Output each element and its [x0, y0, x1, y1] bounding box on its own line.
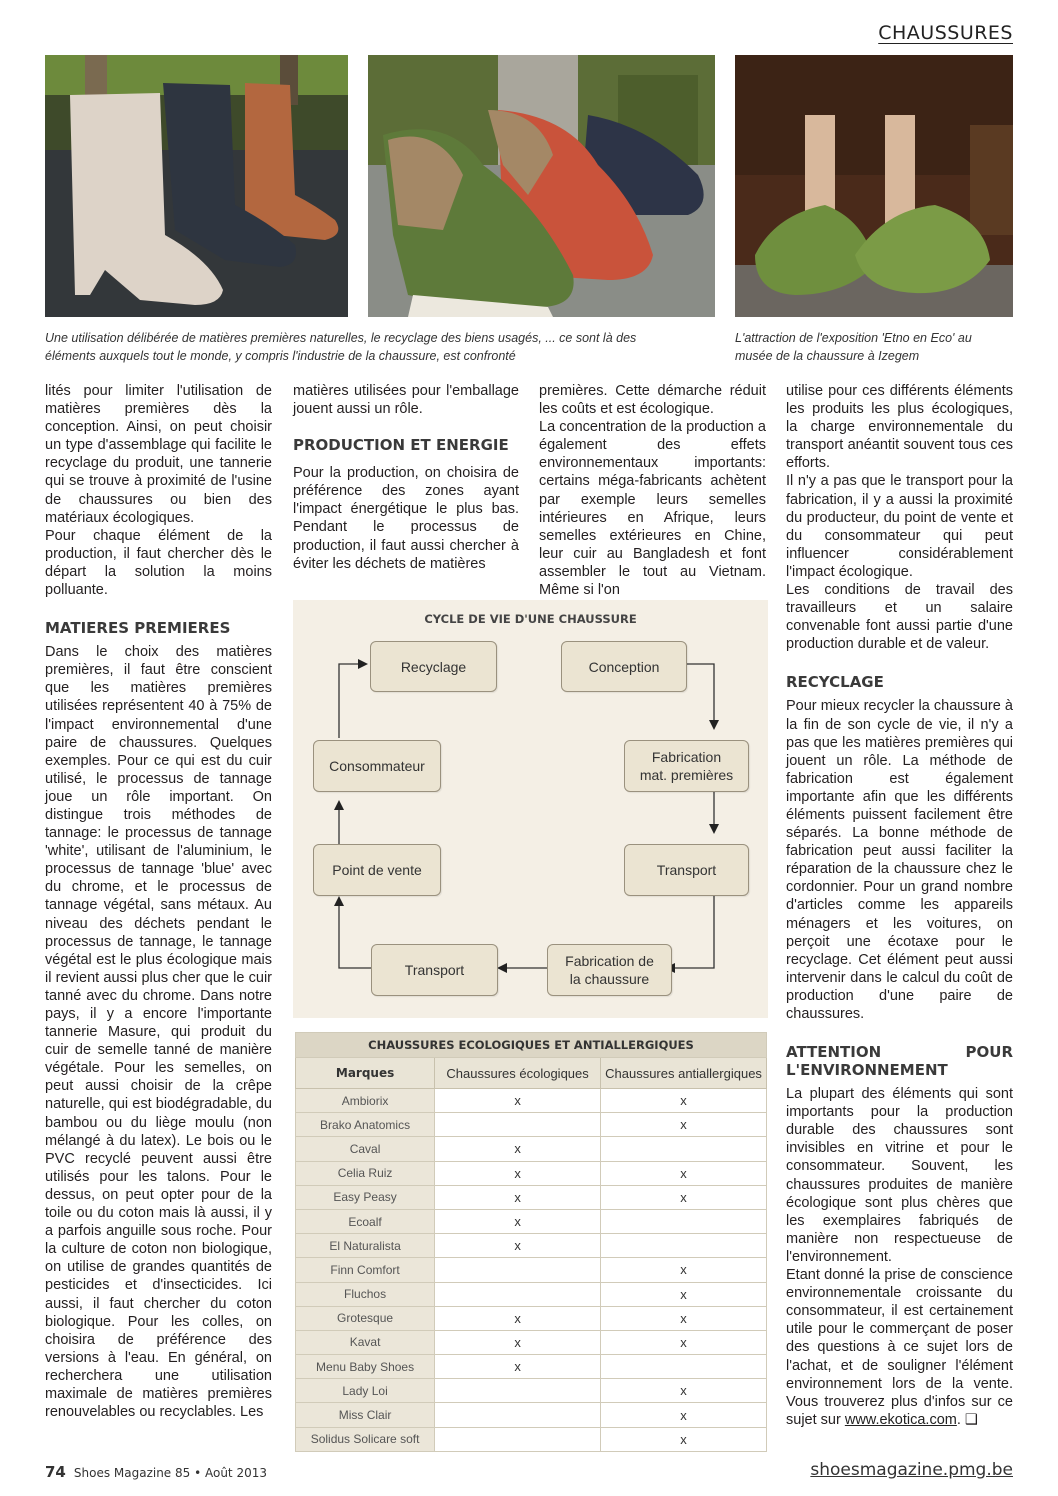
- ecological-mark-cell: [435, 1427, 601, 1451]
- section-tag: CHAUSSURES: [878, 22, 1013, 44]
- life-cycle-diagram: [293, 600, 768, 1018]
- brand-name-cell: Solidus Solicare soft: [296, 1427, 435, 1451]
- table-row: [296, 1306, 767, 1330]
- paragraph: La concentration de la production a également des effets environnementaux importants: certains méga-fabricants achètent par exemple leurs semelles intérieures en Afrique, leurs semelles extérieures en Chine, leur cuir au Bangladesh et font assembler le tout au Vietnam. Même si l'on: [539, 419, 766, 599]
- table-row: [296, 1330, 767, 1354]
- table-row: [296, 1209, 767, 1233]
- table-row: [296, 1355, 767, 1379]
- column-header-marques: Marques: [296, 1058, 435, 1089]
- paragraph: premières. Cette démarche réduit les coûts et est écologique.: [539, 383, 766, 418]
- brand-name-cell: Fluchos: [296, 1282, 435, 1306]
- antiallergic-mark-cell: x: [601, 1282, 767, 1306]
- node-recyclage: Recyclage: [370, 641, 497, 692]
- column-header-ecologiques: Chaussures écologiques: [435, 1058, 601, 1089]
- brand-name-cell: Miss Clair: [296, 1403, 435, 1427]
- sneakers-photo: [368, 55, 715, 317]
- ecological-mark-cell: x: [435, 1355, 601, 1379]
- antiallergic-mark-cell: x: [601, 1330, 767, 1354]
- ecological-mark-cell: x: [435, 1161, 601, 1185]
- node-transport-left: Transport: [371, 944, 498, 996]
- antiallergic-mark-cell: [601, 1355, 767, 1379]
- page-number: 74: [45, 1463, 66, 1481]
- table-row: [296, 1161, 767, 1185]
- footer-left: [45, 1463, 267, 1481]
- ecological-mark-cell: x: [435, 1330, 601, 1354]
- boots-photo: [45, 55, 348, 317]
- node-transport-right: Transport: [624, 844, 749, 896]
- ecological-mark-cell: x: [435, 1209, 601, 1233]
- ecological-mark-cell: [435, 1403, 601, 1427]
- paragraph: Il n'y a pas que le transport pour la fabrication, il y a aussi la proximité du producteur, du point de vente et du consommateur qui peut influencer considérablement l'impact écologique.: [786, 473, 1013, 580]
- antiallergic-mark-cell: [601, 1209, 767, 1233]
- node-fabrication-mat-premieres: Fabrication mat. premières: [624, 740, 749, 792]
- magazine-issue: Shoes Magazine 85 • Août 2013: [73, 1466, 267, 1480]
- photo-caption-right: L'attraction de l'exposition 'Etno en Eco' au musée de la chaussure à Izegem: [735, 331, 972, 363]
- footer-site-link[interactable]: shoesmagazine.pmg.be: [810, 1460, 1013, 1480]
- antiallergic-mark-cell: x: [601, 1306, 767, 1330]
- antiallergic-mark-cell: x: [601, 1258, 767, 1282]
- ecological-mark-cell: [435, 1113, 601, 1137]
- antiallergic-mark-cell: x: [601, 1185, 767, 1209]
- ecological-mark-cell: x: [435, 1306, 601, 1330]
- table-row: [296, 1113, 767, 1137]
- table-row: [296, 1089, 767, 1113]
- ecological-mark-cell: x: [435, 1234, 601, 1258]
- brand-name-cell: Menu Baby Shoes: [296, 1355, 435, 1379]
- paragraph: matières utilisées pour l'emballage jouent aussi un rôle.: [293, 383, 519, 418]
- paragraph: La plupart des éléments qui sont importants pour la production durable des chaussures sont invisibles en vitrine et pour le consommateur. Souvent, les chaussures produites de manière écologique sont plus chères que les exemplaires fabriqués de manière non respectueuse de l'environnement.: [786, 1086, 1013, 1265]
- ecological-mark-cell: x: [435, 1185, 601, 1209]
- ecological-mark-cell: [435, 1379, 601, 1403]
- node-fabrication-chaussure: Fabrication de la chaussure: [547, 944, 672, 996]
- brand-name-cell: El Naturalista: [296, 1234, 435, 1258]
- column-header-antiallergiques: Chaussures antiallergiques: [601, 1058, 767, 1089]
- photo-caption-left: Une utilisation délibérée de matières premières naturelles, le recyclage des biens usagés, ... ce sont là des éléments auxquels tout le monde, y compris l'industrie de la chaussure, est confronté: [45, 331, 637, 363]
- ecological-mark-cell: x: [435, 1089, 601, 1113]
- article-column-4: [786, 382, 1013, 1429]
- paragraph: Pour mieux recycler la chaussure à la fin de son cycle de vie, il n'y a pas que les matières premières qui jouent un rôle. La méthode de fabrication est également importante afin que les différents éléments puissent facilement être séparés. La bonne méthode de fabrication peut aussi faciliter la réparation de la chaussure chez le cordonnier. Pour un grand nombre d'articles comme les appareils ménagers et les voitures, on perçoit une écotaxe pour le recyclage. Cet élément peut aussi intervenir dans le calcul du coût de production d'une paire de chaussures.: [786, 698, 1013, 1022]
- antiallergic-mark-cell: [601, 1234, 767, 1258]
- table-title: CHAUSSURES ECOLOGIQUES ET ANTIALLERGIQUES: [296, 1033, 767, 1058]
- brand-name-cell: Easy Peasy: [296, 1185, 435, 1209]
- brand-name-cell: Kavat: [296, 1330, 435, 1354]
- heading-production-energie: PRODUCTION ET ENERGIE: [293, 436, 509, 455]
- node-point-de-vente: Point de vente: [313, 844, 441, 896]
- antiallergic-mark-cell: x: [601, 1403, 767, 1427]
- antiallergic-mark-cell: x: [601, 1427, 767, 1451]
- paragraph: Pour la production, on choisira de préférence des zones ayant l'impact énergétique le plus bas. Pendant le processus de production, il faut aussi chercher à éviter les déchets de matières: [293, 465, 519, 572]
- heading-recyclage: RECYCLAGE: [786, 673, 884, 692]
- table-row: [296, 1137, 767, 1161]
- heading-attention-environnement: ATTENTION POUR L'ENVIRONNEMENT: [786, 1043, 1013, 1080]
- brand-name-cell: Ambiorix: [296, 1089, 435, 1113]
- antiallergic-mark-cell: x: [601, 1113, 767, 1137]
- heading-matieres-premieres: MATIERES PREMIERES: [45, 619, 231, 638]
- brand-name-cell: Brako Anatomics: [296, 1113, 435, 1137]
- paragraph: Les conditions de travail des travailleurs et un salaire convenable font aussi partie d'une production durable et de valeur.: [786, 582, 1013, 653]
- brand-name-cell: Ecoalf: [296, 1209, 435, 1233]
- ekotica-link[interactable]: www.ekotica.com: [844, 1411, 957, 1428]
- table-row: [296, 1185, 767, 1209]
- antiallergic-mark-cell: x: [601, 1379, 767, 1403]
- paragraph: Dans le choix des matières premières, il faut être conscient que les matières premières utilisées représentent 40 à 75% de l'impact environnemental d'une paire de chaussures. Quelques exemples. Pour ce qui est du cuir utilisé, le processus de tannage joue un rôle important. On distingue trois méthodes de tannage: le processus de tannage 'white', utilisant de l'aluminium, le processus de tannage 'blue' avec du chrome, et le processus de tannage végétal, sans métaux. Au niveau des déchets pendant le processus de tannage, le tannage végétal est le plus écologique mais il revient aussi plus cher que le cuir tanné avec du chrome. Dans notre pays, il y a encore l'importante tannerie Masure, qui produit du cuir de semelle tanné de manière végétale. Pour les semelles, on peut aussi choisir de la crêpe naturelle, qui est biodégradable, du bambou ou du liège moulu (non mélangé à du latex). Le bois ou le PVC recyclé peuvent aussi être utilisés pour les talons. Pour le dessus, on peut opter pour de la toile ou du coton mais là aussi, il y a parfois anguille sous roche. Pour la culture de coton non biologique, on utilise de grandes quantités de pesticides et d'insecticides. Ici aussi, il faut chercher du coton biologique. Pour les colles, on choisira de préférence des versions à l'eau. En général, on recherchera une utilisation maximale de matières premières renouvelables ou recyclables. Les: [45, 644, 272, 1421]
- diagram-arrows: [293, 600, 768, 1018]
- node-conception: Conception: [561, 641, 687, 692]
- table-row: [296, 1427, 767, 1451]
- table-row: [296, 1282, 767, 1306]
- ecological-mark-cell: x: [435, 1137, 601, 1161]
- ecological-mark-cell: [435, 1258, 601, 1282]
- antiallergic-mark-cell: x: [601, 1161, 767, 1185]
- table-row: [296, 1258, 767, 1282]
- brand-name-cell: Celia Ruiz: [296, 1161, 435, 1185]
- article-column-1: [45, 382, 272, 1421]
- brand-name-cell: Caval: [296, 1137, 435, 1161]
- brands-table: [295, 1032, 767, 1452]
- brand-name-cell: Lady Loi: [296, 1379, 435, 1403]
- paragraph: utilise pour ces différents éléments les produits les plus écologiques, la charge environnementale du transport anéantit souvent tous ces efforts.: [786, 383, 1013, 472]
- table-row: [296, 1379, 767, 1403]
- antiallergic-mark-cell: x: [601, 1089, 767, 1113]
- antiallergic-mark-cell: [601, 1137, 767, 1161]
- table-row: [296, 1234, 767, 1258]
- paragraph: Pour chaque élément de la production, il faut chercher dès le départ la solution la moins polluante.: [45, 527, 272, 599]
- table-row: [296, 1403, 767, 1427]
- article-column-3: [539, 382, 766, 599]
- brand-name-cell: Grotesque: [296, 1306, 435, 1330]
- brand-name-cell: Finn Comfort: [296, 1258, 435, 1282]
- diagram-title: CYCLE DE VIE D'UNE CHAUSSURE: [424, 612, 637, 626]
- node-consommateur: Consommateur: [313, 740, 441, 792]
- paragraph: lités pour limiter l'utilisation de matières premières dès la conception. Ainsi, on peut choisir un type d'assemblage qui facilite le recyclage du produit, une tannerie qui se trouve à proximité de l'usine de chaussures ou bien des matériaux écologiques.: [45, 383, 272, 526]
- article-column-2: [293, 382, 519, 573]
- ecological-mark-cell: [435, 1282, 601, 1306]
- paragraph: Etant donné la prise de conscience environnementale croissante du consommateur, il est certainement utile pour le commerçant de poser des questions à ce sujet lors de l'achat, et de souligner l'élément environnement lors de la vente. Vous trouverez plus d'infos sur ce sujet sur www.ekotica.com. ❑: [786, 1267, 1013, 1428]
- leaf-shoes-photo: [735, 55, 1013, 317]
